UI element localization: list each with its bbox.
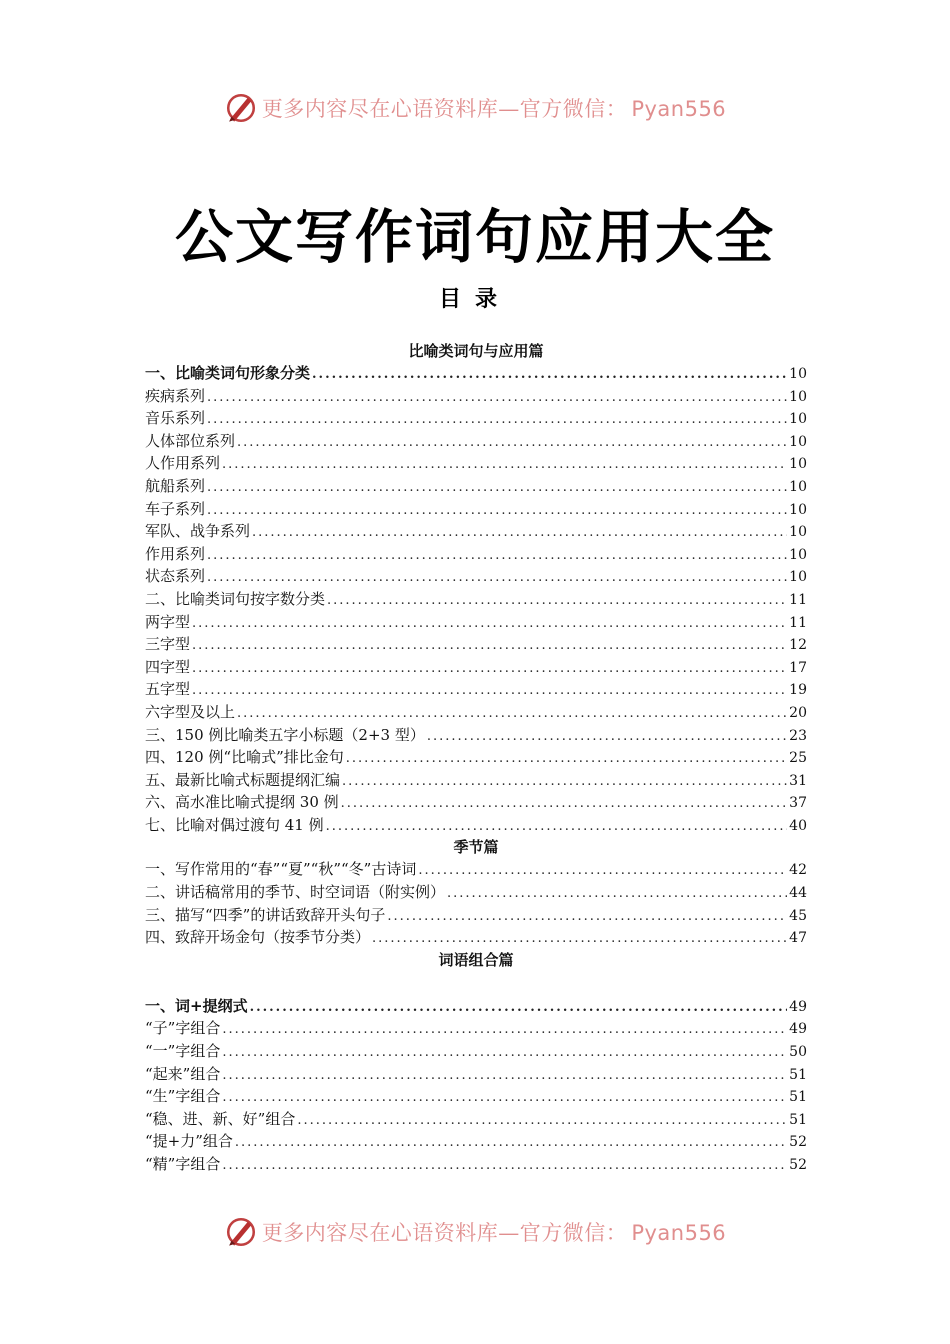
toc-entry-title: 一、比喻类词句形象分类 — [145, 364, 311, 382]
toc-dot-leader — [207, 387, 787, 410]
toc-page-number: 49 — [789, 1021, 807, 1038]
toc-entry-title: “提+力”组合 — [145, 1132, 233, 1151]
toc-entry-title: 三、描写“四季”的讲话致辞开头句子 — [145, 905, 386, 924]
toc-page-number: 23 — [789, 727, 807, 744]
toc-entry[interactable] — [145, 430, 807, 453]
toc-dot-leader — [192, 635, 787, 658]
toc-dot-leader — [326, 816, 788, 839]
toc-entry[interactable] — [145, 858, 807, 881]
toc-entry[interactable] — [145, 520, 807, 543]
toc-entry[interactable] — [145, 633, 807, 656]
toc-page-number: 10 — [789, 524, 807, 541]
toc-entry[interactable] — [145, 1017, 807, 1040]
toc-dot-leader — [222, 1042, 787, 1065]
toc-entry[interactable] — [145, 1108, 807, 1131]
toc-dot-leader — [192, 680, 787, 703]
toc-entry[interactable] — [145, 1085, 807, 1108]
toc-entry[interactable] — [145, 995, 807, 1018]
toc-entry[interactable] — [145, 543, 807, 566]
toc-page-number: 10 — [789, 433, 807, 450]
toc-dot-leader — [207, 567, 787, 590]
toc-section-heading: 比喻类词句与应用篇 — [408, 342, 544, 360]
toc-page-number: 10 — [789, 411, 807, 428]
toc-entry[interactable] — [145, 678, 807, 701]
banner-text: 更多内容尽在心语资料库—官方微信： Pyan556 — [261, 1221, 727, 1245]
toc-dot-leader — [237, 432, 787, 455]
toc-dot-leader — [427, 726, 787, 749]
toc-entry-title: 五、最新比喻式标题提纲汇编 — [145, 770, 341, 789]
toc-dot-leader — [346, 748, 787, 771]
toc-entry[interactable] — [145, 724, 807, 747]
toc-entry-title: 人体部位系列 — [145, 431, 236, 450]
toc-section-heading: 季节篇 — [453, 838, 499, 857]
toc-entry-title: 五字型 — [145, 680, 191, 699]
toc-dot-leader — [418, 860, 787, 883]
toc-entry-title: 三字型 — [145, 635, 191, 654]
toc-page-number: 45 — [789, 907, 807, 924]
header-banner — [0, 88, 950, 128]
toc-entry[interactable] — [145, 611, 807, 634]
toc-entry-title: 一、写作常用的“春”“夏”“秋”“冬”古诗词 — [145, 860, 417, 879]
toc-entry[interactable] — [145, 452, 807, 475]
toc-entry-title: 人作用系列 — [145, 454, 221, 473]
toc-dot-leader — [222, 454, 787, 477]
toc-page-number: 42 — [789, 862, 807, 879]
toc-page-number: 50 — [789, 1044, 807, 1061]
toc-entry-title: “起来”组合 — [145, 1064, 221, 1083]
toc-page-number: 11 — [789, 591, 807, 608]
toc-dot-leader — [207, 500, 787, 523]
toc-dot-leader — [222, 1019, 787, 1042]
toc-entry-title: “一”字组合 — [145, 1042, 221, 1061]
toc-dot-leader — [312, 364, 787, 387]
toc-entry-title: 军队、战争系列 — [145, 522, 251, 541]
toc-entry-title: 六字型及以上 — [145, 702, 236, 721]
toc-dot-leader — [327, 590, 787, 613]
toc-page-number: 19 — [789, 682, 807, 699]
banner-text: 更多内容尽在心语资料库—官方微信： Pyan556 — [261, 97, 727, 121]
toc-page-number: 20 — [789, 704, 807, 721]
toc-section-heading: 词语组合篇 — [438, 950, 514, 969]
toc-entry-title: “生”字组合 — [145, 1087, 221, 1106]
toc-page-number: 10 — [789, 366, 807, 382]
toc-entry[interactable] — [145, 498, 807, 521]
toc-entry-title: “精”字组合 — [145, 1155, 221, 1173]
toc-entry[interactable] — [145, 656, 807, 679]
toc-entry[interactable] — [145, 588, 807, 611]
toc-page-number: 10 — [789, 569, 807, 586]
toc-page-number: 10 — [789, 456, 807, 473]
toc-page-number: 51 — [789, 1111, 807, 1128]
toc-dot-leader — [297, 1110, 787, 1133]
toc-dot-leader — [207, 409, 787, 432]
pen-logo-icon — [224, 1215, 258, 1249]
toc-entry-title: 四字型 — [145, 657, 191, 676]
toc-entry[interactable] — [145, 407, 807, 430]
toc-entry[interactable] — [145, 1153, 807, 1176]
toc-entry-title: 疾病系列 — [145, 386, 206, 405]
toc-entry-title: 一、词+提纲式 — [145, 996, 248, 1015]
toc-entry-title: 二、讲话稿常用的季节、时空词语（附实例） — [145, 883, 446, 902]
document-title: 公文写作词句应用大全 — [174, 203, 775, 271]
toc-dot-leader — [342, 771, 787, 794]
toc-entry-title: 四、120 例“比喻式”排比金句 — [145, 748, 344, 767]
toc-page-number: 11 — [789, 614, 807, 631]
toc-entry-title: 作用系列 — [145, 544, 206, 563]
toc-entry-title: 六、高水准比喻式提纲 30 例 — [145, 793, 339, 812]
toc-entry-title: “子”字组合 — [145, 1019, 221, 1038]
toc-entry[interactable] — [145, 814, 807, 837]
toc-page-number: 49 — [789, 998, 807, 1015]
toc-page-number: 44 — [789, 885, 807, 902]
toc-entry-title: 音乐系列 — [145, 409, 206, 428]
toc-page-number: 25 — [789, 750, 807, 767]
toc-page-number: 52 — [789, 1157, 807, 1173]
toc-entry-title: 状态系列 — [145, 567, 206, 586]
toc-entry[interactable] — [145, 746, 807, 769]
toc-dot-leader — [192, 613, 787, 636]
toc-page-number: 12 — [789, 637, 807, 654]
toc-page-number: 17 — [789, 659, 807, 676]
toc-entry[interactable] — [145, 1040, 807, 1063]
toc-entry[interactable] — [145, 362, 807, 385]
toc-entry-title: 车子系列 — [145, 499, 206, 518]
toc-dot-leader — [222, 1065, 787, 1088]
toc-dot-leader — [207, 545, 787, 568]
toc-dot-leader — [235, 1132, 787, 1155]
toc-entry-title: 七、比喻对偶过渡句 41 例 — [145, 815, 324, 834]
toc-dot-leader — [252, 522, 787, 545]
toc-page-number: 10 — [789, 546, 807, 563]
toc-entry-title: 四、致辞开场金句（按季节分类） — [145, 928, 371, 947]
toc-page-number: 47 — [789, 930, 807, 947]
toc-dot-leader — [341, 793, 788, 816]
toc-entry[interactable] — [145, 1130, 807, 1153]
toc-page-number: 40 — [789, 817, 807, 834]
toc-entry[interactable] — [145, 881, 807, 904]
toc-heading: 目录 — [438, 287, 511, 312]
toc-entry[interactable] — [145, 904, 807, 927]
toc-dot-leader — [222, 1155, 787, 1178]
footer-banner — [0, 1212, 950, 1252]
toc-dot-leader — [192, 658, 787, 681]
table-of-contents — [145, 340, 807, 1176]
toc-page-number: 10 — [789, 501, 807, 518]
toc-dot-leader — [447, 883, 787, 906]
toc-entry[interactable] — [145, 791, 807, 814]
toc-dot-leader — [250, 997, 788, 1020]
toc-entry[interactable] — [145, 769, 807, 792]
toc-entry-title: 二、比喻类词句按字数分类 — [145, 589, 326, 608]
toc-page-number: 10 — [789, 478, 807, 495]
toc-entry[interactable] — [145, 1063, 807, 1086]
toc-entry-title: 航船系列 — [145, 476, 206, 495]
toc-page-number: 51 — [789, 1089, 807, 1106]
toc-page-number: 51 — [789, 1066, 807, 1083]
toc-dot-leader — [222, 1087, 787, 1110]
toc-entry[interactable] — [145, 385, 807, 408]
toc-dot-leader — [372, 928, 787, 951]
toc-page-number: 52 — [789, 1134, 807, 1151]
toc-dot-leader — [387, 906, 787, 929]
pen-logo-icon — [224, 91, 258, 125]
toc-page-number: 10 — [789, 388, 807, 405]
toc-entry[interactable] — [145, 701, 807, 724]
toc-entry[interactable] — [145, 565, 807, 588]
toc-entry[interactable] — [145, 475, 807, 498]
toc-dot-leader — [237, 703, 787, 726]
toc-entry-title: “稳、进、新、好”组合 — [145, 1109, 296, 1128]
toc-page-number: 31 — [789, 772, 807, 789]
toc-entry[interactable] — [145, 926, 807, 949]
toc-entry-title: 三、150 例比喻类五字小标题（2+3 型） — [145, 725, 425, 744]
toc-page-number: 37 — [789, 795, 807, 812]
toc-entry-title: 两字型 — [145, 612, 191, 631]
toc-dot-leader — [207, 477, 787, 500]
